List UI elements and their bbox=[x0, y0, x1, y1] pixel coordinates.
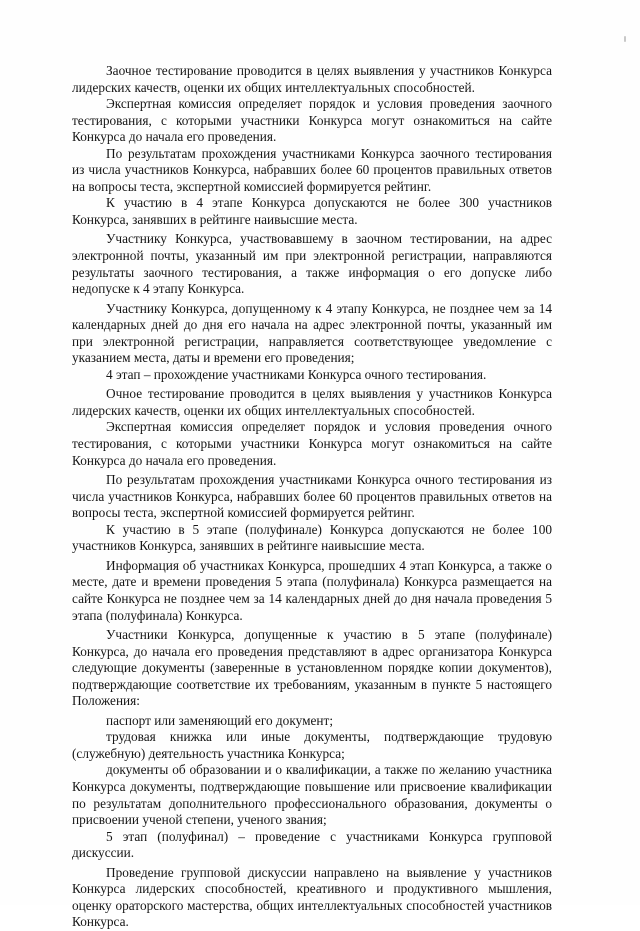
paragraph: К участию в 5 этапе (полуфинале) Конкурса допускаются не более 100 участников Конкурса, занявших в рейтинге наивысшие места. bbox=[72, 521, 552, 554]
list-item: документы об образовании и о квалификации, а также по желанию участника Конкурса документы, подтверждающие повышение или присвоение квалификации по результатам дополнительного профессионального образования, документы о присвоении ученой степени, ученого звания; bbox=[72, 762, 552, 828]
paragraph: По результатам прохождения участниками Конкурса заочного тестирования из числа участников Конкурса, набравших более 60 процентов правильных ответов на вопросы теста, экспертной комиссией формируется рейтинг. bbox=[72, 145, 552, 194]
paragraph: Экспертная комиссия определяет порядок и условия проведения заочного тестирования, с которыми участники Конкурса могут ознакомиться на сайте Конкурса до начала его проведения. bbox=[72, 96, 552, 145]
paragraph: Участнику Конкурса, допущенному к 4 этапу Конкурса, не позднее чем за 14 календарных дней до дня его начала на адрес электронной почты, указанный им при электронной регистрации, направляется соответствующее уведомление с указанием места, даты и времени его проведения; bbox=[72, 300, 552, 366]
paragraph: 4 этап – прохождение участниками Конкурса очного тестирования. bbox=[106, 366, 487, 382]
paragraph: Информация об участниках Конкурса, прошедших 4 этап Конкурса, а также о месте, дате и времени проведения 5 этапа (полуфинала) Конкурса размещается на сайте Конкурса не позднее чем за 14 календарных дней до дня начала проведения 5 этапа (полуфинала) Конкурса. bbox=[72, 557, 552, 623]
paragraph: Участники Конкурса, допущенные к участию в 5 этапе (полуфинале) Конкурса, до начала его проведения представляют в адрес организатора Конкурса следующие документы (заверенные в установленном порядке копии документов), подтверждающие соответствие их требованиям, указанным в пункте 5 настоящего Положения: bbox=[72, 627, 552, 709]
scan-mark bbox=[624, 36, 626, 42]
list-item: трудовая книжка или иные документы, подтверждающие трудовую (служебную) деятельность участника Конкурса; bbox=[72, 729, 552, 761]
paragraph: К участию в 4 этапе Конкурса допускаются не более 300 участников Конкурса, занявших в рейтинге наивысшие места. bbox=[72, 195, 552, 227]
paragraph: 5 этап (полуфинал) – проведение с участниками Конкурса групповой дискуссии. bbox=[72, 828, 552, 861]
paragraph: Очное тестирование проводится в целях выявления у участников Конкурса лидерских качеств, оценки их общих интеллектуальных способностей. bbox=[72, 386, 552, 418]
paragraph: Участнику Конкурса, участвовавшему в заочном тестировании, на адрес электронной почты, указанный им при электронной регистрации, направляются результаты заочного тестирования, а также информация о его допуске либо недопуске к 4 этапу Конкурса. bbox=[72, 231, 552, 297]
list-item: паспорт или заменяющий его документ; bbox=[106, 712, 334, 728]
paragraph: Экспертная комиссия определяет порядок и условия проведения очного тестирования, с которыми участники Конкурса могут ознакомиться на сайте Конкурса до начала его проведения. bbox=[72, 419, 552, 468]
paragraph: Проведение групповой дискуссии направлено на выявление у участников Конкурса лидерских способностей, креативного и продуктивного мышления, оценку ораторского мастерства, общих интеллектуальных способностей участников Конкурса. bbox=[72, 864, 552, 930]
paragraph: По результатам прохождения участниками Конкурса очного тестирования из числа участников Конкурса, набравших более 60 процентов правильных ответов на вопросы теста, экспертной комиссией формируется рейтинг. bbox=[72, 472, 552, 521]
document-body bbox=[72, 63, 552, 931]
paragraph: Заочное тестирование проводится в целях выявления у участников Конкурса лидерских качеств, оценки их общих интеллектуальных способностей. bbox=[72, 63, 552, 95]
